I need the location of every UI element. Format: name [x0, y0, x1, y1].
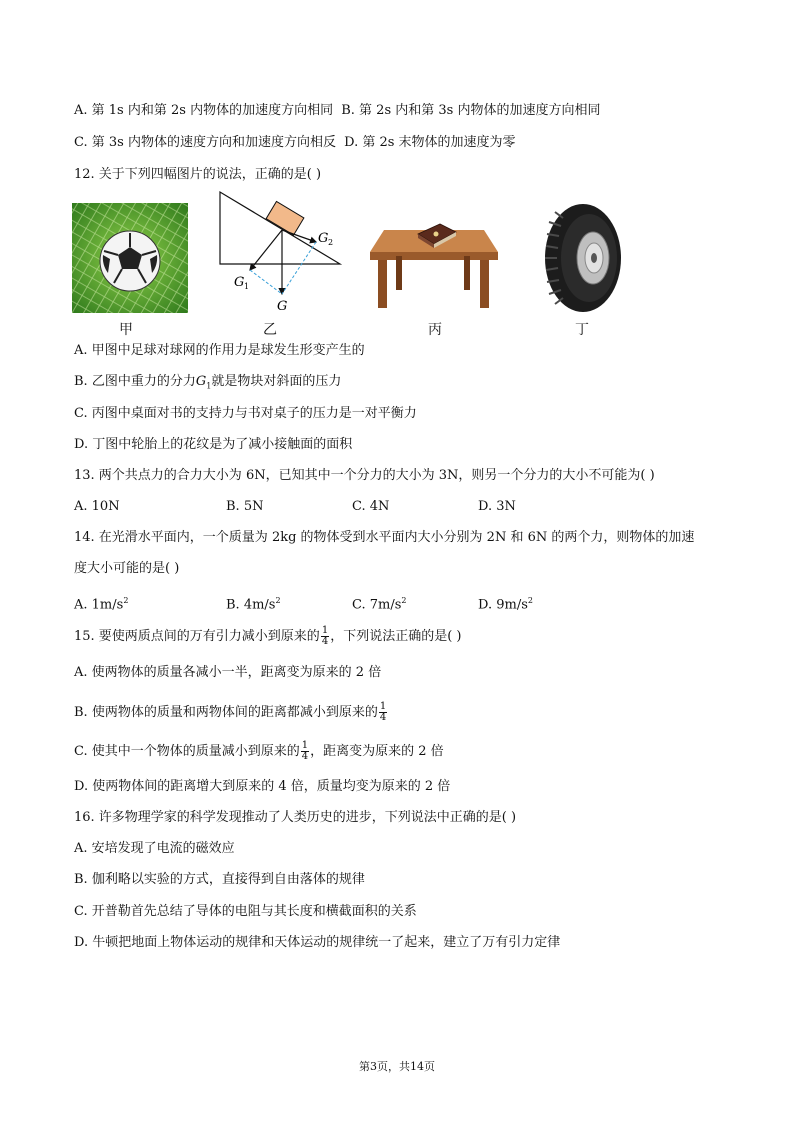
q12-option-a: A. 甲图中足球对球网的作用力是球发生形变产生的: [74, 343, 365, 358]
q15-option-d: D. 使两物体间的距离增大到原来的 4 倍，质量均变为原来的 2 倍: [74, 779, 451, 794]
label-g2-sub: 2: [328, 238, 334, 247]
figure-incline-forces: [214, 190, 346, 315]
caption-jia: 甲: [119, 322, 133, 338]
q15-frac-num: 1: [321, 625, 329, 636]
q11-option-c: C. 第 3s 内物体的速度方向和加速度方向相反: [74, 135, 336, 150]
q14-option-b-text: B. 4m/s: [226, 597, 276, 613]
label-g2: G: [318, 231, 329, 246]
q14-option-c-exp: 2: [401, 596, 407, 605]
figure-soccer-ball: [72, 203, 188, 313]
q15-option-b: [74, 702, 388, 723]
q14-option-d: [478, 592, 533, 614]
q14-option-d-text: D. 9m/s: [478, 597, 528, 613]
q15-option-a: A. 使两物体的质量各减小一半，距离变为原来的 2 倍: [74, 665, 382, 680]
page-footer: 第3页，共14页: [359, 1060, 435, 1073]
q13-option-a: A. 10N: [74, 499, 120, 514]
q13-option-c: C. 4N: [352, 499, 390, 514]
q15-option-c-fraction: [301, 741, 309, 762]
q12-stem: 12. 关于下列四幅图片的说法，正确的是( ): [74, 167, 322, 182]
q14-option-b-exp: 2: [275, 596, 281, 605]
q12-option-c: C. 丙图中桌面对书的支持力与书对桌子的压力是一对平衡力: [74, 406, 417, 421]
q11-option-b: B. 第 2s 内和第 3s 内物体的加速度方向相同: [341, 103, 601, 118]
label-g1: G: [234, 275, 245, 290]
q15-option-c-pre: C. 使其中一个物体的质量减小到原来的: [74, 744, 300, 759]
q15-stem-pre: 15. 要使两质点间的万有引力减小到原来的: [74, 629, 320, 644]
caption-yi: 乙: [263, 322, 277, 338]
label-g: G: [277, 299, 288, 314]
q15-option-b-frac-num: 1: [379, 701, 387, 712]
q14-option-d-exp: 2: [527, 596, 533, 605]
q12-option-b-sub: 1: [206, 381, 212, 391]
q16-option-c: C. 开普勒首先总结了导体的电阻与其长度和横截面积的关系: [74, 904, 417, 919]
q14-stem-line1: 14. 在光滑水平面内，一个质量为 2kg 的物体受到水平面内大小分别为 2N 和 6N 的两个力，则物体的加速: [74, 530, 695, 545]
q13-option-b: B. 5N: [226, 499, 264, 514]
q14-option-b: [226, 592, 281, 614]
q15-option-c-frac-num: 1: [301, 740, 309, 751]
q12-option-b-pre: B. 乙图中重力的分力: [74, 374, 196, 389]
q15-option-c: [74, 741, 444, 762]
caption-bing: 丙: [428, 322, 442, 338]
q15-stem: [74, 626, 461, 647]
q15-frac-den: 4: [321, 636, 329, 647]
q14-option-c-text: C. 7m/s: [352, 597, 402, 613]
figure-book-on-table: [366, 208, 500, 312]
q11-option-d: D. 第 2s 末物体的加速度为零: [344, 135, 516, 150]
q16-option-b: B. 伽利略以实验的方式，直接得到自由落体的规律: [74, 872, 365, 887]
caption-ding: 丁: [575, 322, 589, 338]
q11-option-a: A. 第 1s 内和第 2s 内物体的加速度方向相同: [74, 103, 334, 118]
q13-stem: 13. 两个共点力的合力大小为 6N，已知其中一个分力的大小为 3N，则另一个分力的大小不可能为( ): [74, 468, 655, 483]
q15-fraction: [321, 626, 329, 647]
q14-option-c: [352, 592, 407, 614]
q15-option-c-post: ，距离变为原来的 2 倍: [310, 744, 444, 759]
figure-tire: [543, 202, 625, 314]
q12-option-d: D. 丁图中轮胎上的花纹是为了减小接触面的面积: [74, 437, 353, 452]
q15-option-b-fraction: [379, 702, 387, 723]
q15-stem-post: ，下列说法正确的是( ): [330, 629, 462, 644]
q16-stem: 16. 许多物理学家的科学发现推动了人类历史的进步，下列说法中正确的是( ): [74, 810, 517, 825]
label-g1-sub: 1: [244, 282, 250, 291]
q15-option-b-text: B. 使两物体的质量和两物体间的距离都减小到原来的: [74, 705, 378, 720]
q14-option-a: [74, 592, 128, 614]
q15-option-c-frac-den: 4: [301, 751, 309, 762]
q16-option-d: D. 牛顿把地面上物体运动的规律和天体运动的规律统一了起来，建立了万有引力定律: [74, 935, 561, 950]
q12-option-b-post: 就是物块对斜面的压力: [211, 374, 342, 389]
q11-options-row1: [74, 102, 600, 120]
q13-option-d: D. 3N: [478, 499, 516, 514]
q14-stem-line2: 度大小可能的是( ): [74, 561, 180, 576]
q14-option-a-exp: 2: [123, 596, 129, 605]
q11-options-row2: [74, 134, 516, 152]
q12-option-b: [74, 373, 341, 396]
q16-option-a: A. 安培发现了电流的磁效应: [74, 841, 235, 856]
q12-option-b-var: G: [195, 374, 207, 389]
q14-option-a-text: A. 1m/s: [74, 597, 124, 613]
q15-option-b-frac-den: 4: [379, 712, 387, 723]
